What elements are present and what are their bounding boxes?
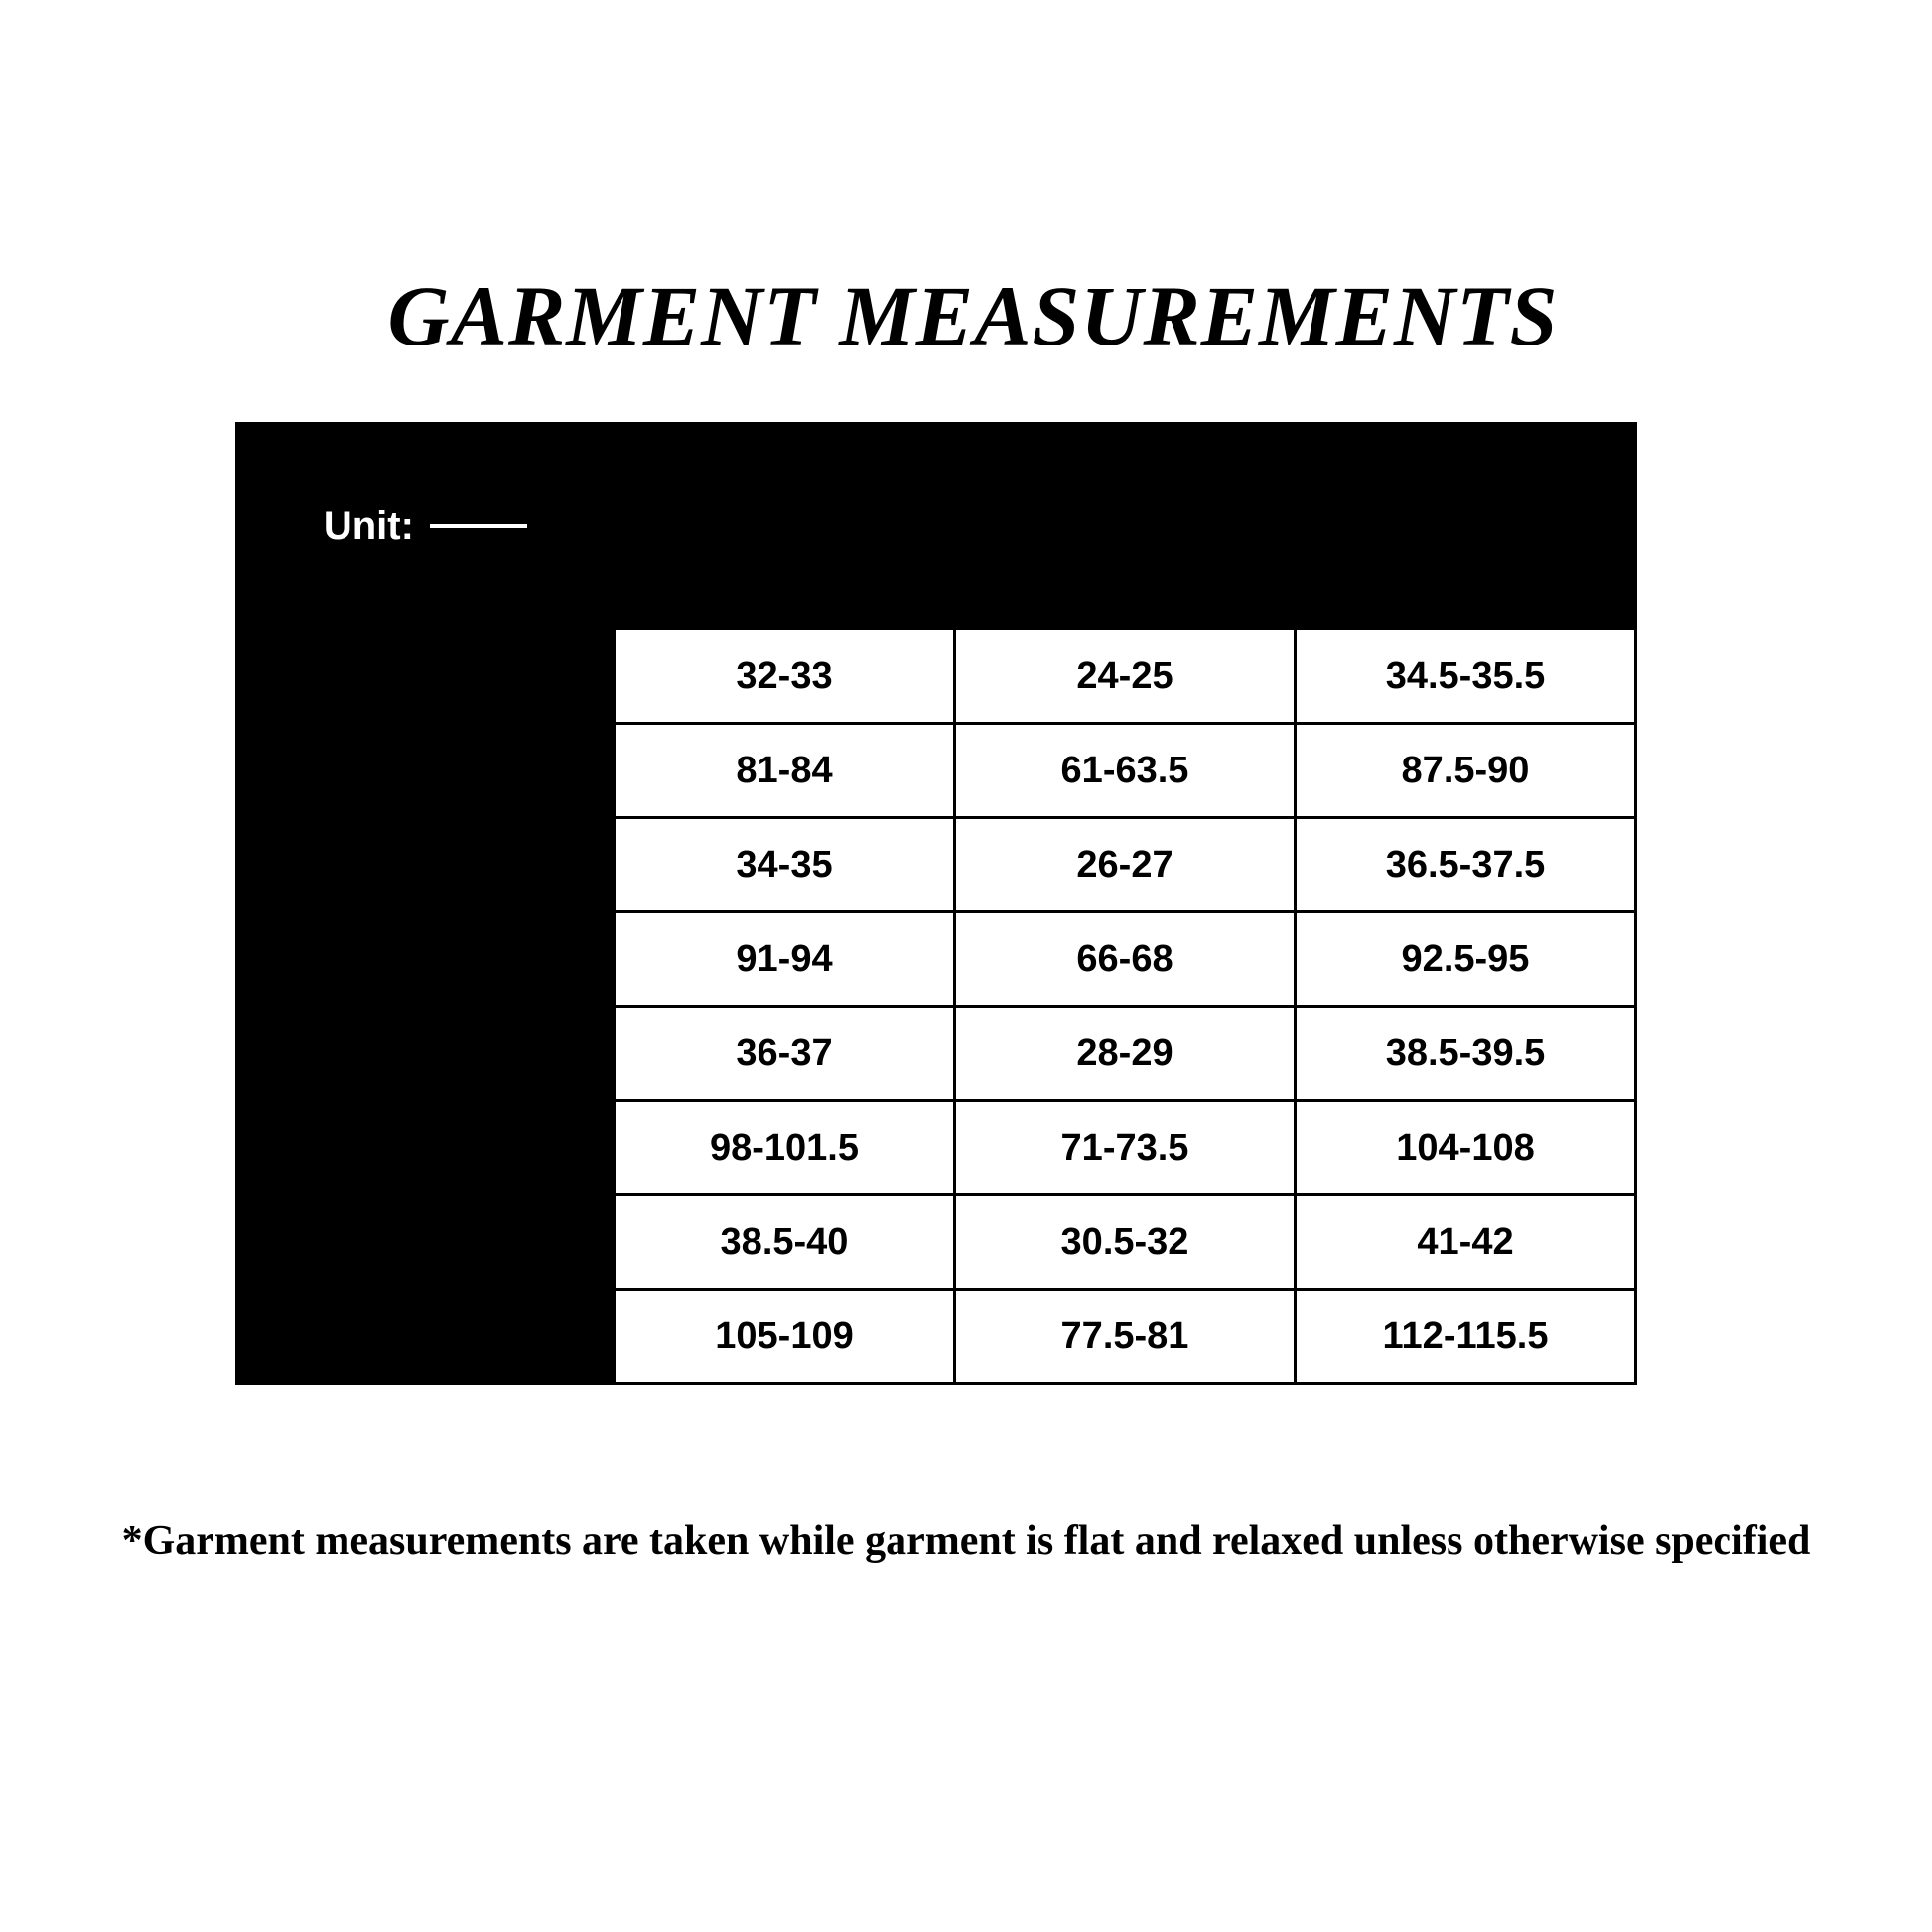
hip-value: 87.5-90 xyxy=(1296,724,1636,818)
bust-value: 105-109 xyxy=(615,1290,955,1384)
waist-value: 26-27 xyxy=(955,818,1296,912)
bust-value: 81-84 xyxy=(615,724,955,818)
table-row xyxy=(237,629,1636,724)
header-hip: Hip xyxy=(1296,424,1636,629)
waist-value: 77.5-81 xyxy=(955,1290,1296,1384)
waist-value: 30.5-32 xyxy=(955,1195,1296,1290)
bust-value: 32-33 xyxy=(615,629,955,724)
unit-cell: CM xyxy=(426,724,615,818)
bust-value: 98-101.5 xyxy=(615,1101,955,1195)
unit-cell: CM xyxy=(426,912,615,1007)
hip-value: 112-115.5 xyxy=(1296,1290,1636,1384)
table-row xyxy=(237,724,1636,818)
hip-value: 34.5-35.5 xyxy=(1296,629,1636,724)
waist-value: 28-29 xyxy=(955,1007,1296,1101)
bust-value: 91-94 xyxy=(615,912,955,1007)
waist-value: 71-73.5 xyxy=(955,1101,1296,1195)
unit-inch-label: Inch xyxy=(430,478,527,528)
header-waist: Waist xyxy=(955,424,1296,629)
unit-cell: CM xyxy=(426,1101,615,1195)
table-row xyxy=(237,1290,1636,1384)
unit-label: Unit: xyxy=(323,503,414,548)
waist-value: 61-63.5 xyxy=(955,724,1296,818)
bust-value: 34-35 xyxy=(615,818,955,912)
table-row xyxy=(237,818,1636,912)
bust-value: 36-37 xyxy=(615,1007,955,1101)
bust-value: 38.5-40 xyxy=(615,1195,955,1290)
table-row xyxy=(237,1101,1636,1195)
unit-cell: Inch xyxy=(426,1195,615,1290)
table-row xyxy=(237,1195,1636,1290)
unit-cell: Inch xyxy=(426,629,615,724)
size-label-s: S xyxy=(237,629,426,818)
unit-cell: Inch xyxy=(426,818,615,912)
waist-value: 66-68 xyxy=(955,912,1296,1007)
page-title: GARMENT MEASUREMENTS xyxy=(387,268,1559,363)
measurements-table xyxy=(235,422,1637,1385)
measurements-table-container xyxy=(235,422,1637,1385)
header-unit-cell xyxy=(237,424,615,629)
size-label-xl: XL xyxy=(237,1195,426,1384)
footnote: *Garment measurements are taken while garment is flat and relaxed unless otherwise specified xyxy=(121,1518,1811,1564)
header-bust: Bust xyxy=(615,424,955,629)
unit-cell: CM xyxy=(426,1290,615,1384)
size-label-m: M xyxy=(237,818,426,1007)
hip-value: 41-42 xyxy=(1296,1195,1636,1290)
unit-cm-label: CM xyxy=(447,531,510,575)
table-header-row xyxy=(237,424,1636,629)
hip-value: 36.5-37.5 xyxy=(1296,818,1636,912)
table-row xyxy=(237,1007,1636,1101)
hip-value: 104-108 xyxy=(1296,1101,1636,1195)
unit-cell: Inch xyxy=(426,1007,615,1101)
size-label-l: L xyxy=(237,1007,426,1195)
waist-value: 24-25 xyxy=(955,629,1296,724)
table-row xyxy=(237,912,1636,1007)
hip-value: 38.5-39.5 xyxy=(1296,1007,1636,1101)
hip-value: 92.5-95 xyxy=(1296,912,1636,1007)
